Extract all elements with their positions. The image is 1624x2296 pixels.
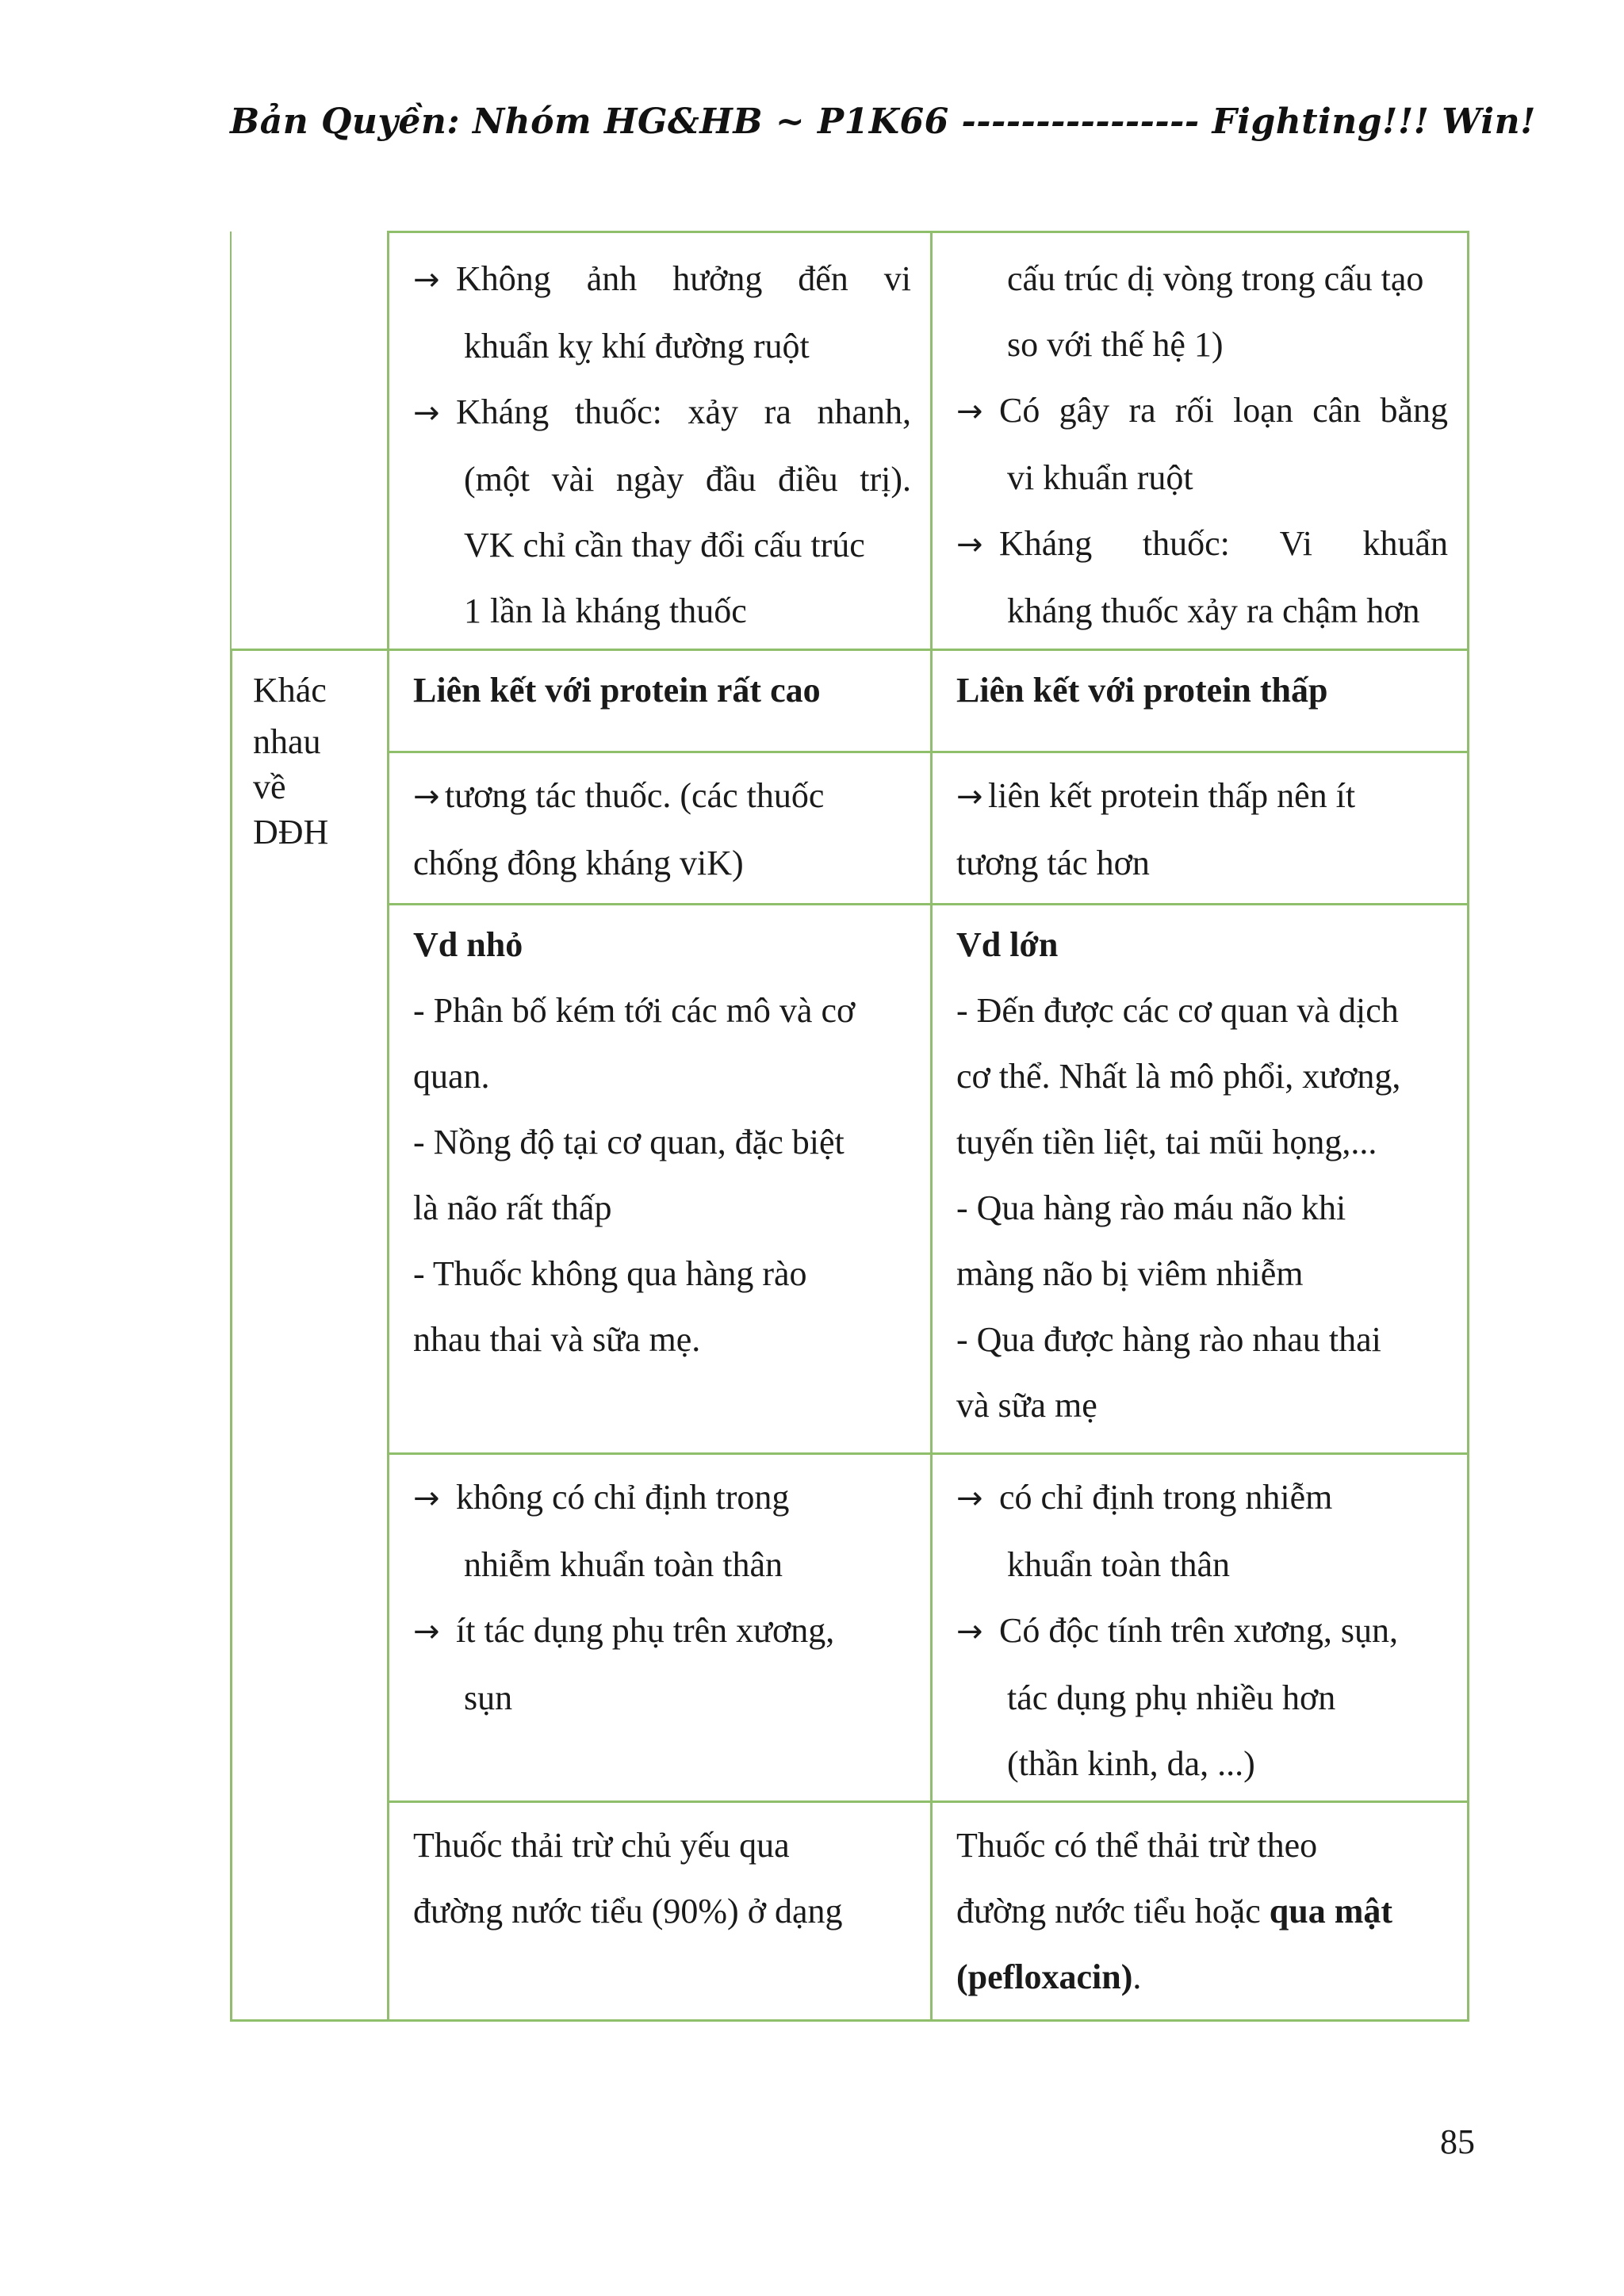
- page-number: 85: [1440, 2122, 1475, 2161]
- row-label-text: nhau: [253, 722, 321, 761]
- right-arrow-icon: →: [956, 393, 983, 430]
- right-arrow-icon: →: [413, 1613, 440, 1650]
- page-header: Bản Quyền: Nhóm HG&HB ~ P1K66 ---------------- Fighting!!! Win!: [230, 101, 1536, 142]
- row-label-text: Khác: [253, 671, 327, 710]
- cell-text: Kháng thuốc: Vi khuẩn: [999, 524, 1448, 563]
- cell-text: Có độc tính trên xương, sụn,: [999, 1611, 1398, 1650]
- cell-text: cơ thể. Nhất là mô phổi, xương,: [956, 1057, 1401, 1096]
- cell-text: Có gây ra rối loạn cân bằng: [999, 391, 1448, 430]
- cell-text: đường nước tiểu (90%) ở dạng: [413, 1892, 843, 1931]
- cell-text: Thuốc có thể thải trừ theo: [956, 1826, 1318, 1865]
- cell-text: khuẩn kỵ khí đường ruột: [464, 327, 810, 365]
- cell-text: có chỉ định trong nhiễm: [999, 1478, 1333, 1517]
- cell-heading: Liên kết với protein rất cao: [413, 671, 821, 710]
- right-arrow-icon: →: [413, 779, 440, 815]
- cell-text: (một vài ngày đầu điều trị).: [464, 460, 911, 499]
- cell-text: màng não bị viêm nhiễm: [956, 1254, 1304, 1293]
- right-arrow-icon: →: [956, 1613, 983, 1650]
- cell-emphasis: (pefloxacin): [956, 1957, 1133, 1996]
- right-arrow-icon: →: [956, 526, 983, 563]
- row-label-text: về: [253, 767, 286, 806]
- cell-text: - Qua hàng rào máu não khi: [956, 1188, 1346, 1227]
- cell-text: (thần kinh, da, ...): [1007, 1744, 1255, 1783]
- cell-text: quan.: [413, 1057, 490, 1096]
- right-arrow-icon: →: [413, 395, 440, 431]
- cell-text: chống đông kháng viK): [413, 844, 744, 882]
- right-arrow-icon: →: [413, 262, 440, 298]
- row4-col3-cell: [930, 903, 1469, 1455]
- cell-text: .: [1132, 1957, 1142, 1996]
- cell-text: Kháng thuốc: xảy ra nhanh,: [456, 392, 911, 431]
- cell-text: tuyến tiền liệt, tai mũi họng,...: [956, 1123, 1377, 1161]
- row3-col2-cell: [387, 751, 933, 905]
- cell-text: sụn: [464, 1678, 513, 1717]
- right-arrow-icon: →: [413, 1480, 440, 1517]
- cell-heading: Vd lớn: [956, 925, 1059, 964]
- cell-heading: Vd nhỏ: [413, 925, 523, 964]
- cell-text: khuẩn toàn thân: [1007, 1545, 1231, 1584]
- cell-text: nhiễm khuẩn toàn thân: [464, 1545, 783, 1584]
- cell-text: - Phân bố kém tới các mô và cơ: [413, 991, 856, 1030]
- cell-text: - Thuốc không qua hàng rào: [413, 1254, 807, 1293]
- cell-text: so với thế hệ 1): [1007, 325, 1224, 364]
- cell-text: là não rất thấp: [413, 1188, 612, 1227]
- cell-text: - Nồng độ tại cơ quan, đặc biệt: [413, 1123, 845, 1161]
- cell-heading: Liên kết với protein thấp: [956, 671, 1328, 710]
- cell-text: đường nước tiểu hoặc: [956, 1892, 1270, 1931]
- right-arrow-icon: →: [956, 779, 983, 815]
- right-arrow-icon: →: [956, 1480, 983, 1517]
- cell-text: và sữa mẹ: [956, 1386, 1097, 1425]
- cell-text: kháng thuốc xảy ra chậm hơn: [1007, 591, 1420, 630]
- row6-col2-cell: [387, 1800, 933, 2022]
- cell-text: tương tác hơn: [956, 844, 1150, 882]
- cell-emphasis: qua mật: [1269, 1892, 1393, 1931]
- row5-col3-cell: [930, 1452, 1469, 1803]
- row2-col3-cell: [930, 649, 1469, 753]
- cell-text: Thuốc thải trừ chủ yếu qua: [413, 1826, 790, 1865]
- cell-text: - Qua được hàng rào nhau thai: [956, 1320, 1381, 1359]
- cell-text: - Đến được các cơ quan và dịch: [956, 991, 1399, 1030]
- cell-text: tác dụng phụ nhiều hơn: [1007, 1678, 1336, 1717]
- cell-text: nhau thai và sữa mẹ.: [413, 1320, 701, 1359]
- row-label-text: DĐH: [253, 813, 329, 851]
- row2-col2-cell: [387, 649, 933, 753]
- cell-text: Không ảnh hưởng đến vi: [456, 259, 911, 298]
- cell-text: vi khuẩn ruột: [1007, 458, 1193, 497]
- cell-text: ít tác dụng phụ trên xương,: [456, 1611, 835, 1650]
- cell-text: tương tác thuốc. (các thuốc: [445, 776, 825, 815]
- row1-col2-cell: [387, 231, 933, 651]
- row3-col3-cell: [930, 751, 1469, 905]
- cell-text: liên kết protein thấp nên ít: [988, 776, 1356, 815]
- row1-col3-cell: [930, 231, 1469, 651]
- cell-text: 1 lần là kháng thuốc: [464, 591, 747, 630]
- row4-col2-cell: [387, 903, 933, 1455]
- cell-text: VK chỉ cần thay đổi cấu trúc: [464, 526, 865, 564]
- row6-col3-cell: [930, 1800, 1469, 2022]
- row-label-cell: [230, 649, 389, 2022]
- cell-text: không có chỉ định trong: [456, 1478, 790, 1517]
- row5-col2-cell: [387, 1452, 933, 1803]
- cell-text: cấu trúc dị vòng trong cấu tạo: [1007, 259, 1424, 298]
